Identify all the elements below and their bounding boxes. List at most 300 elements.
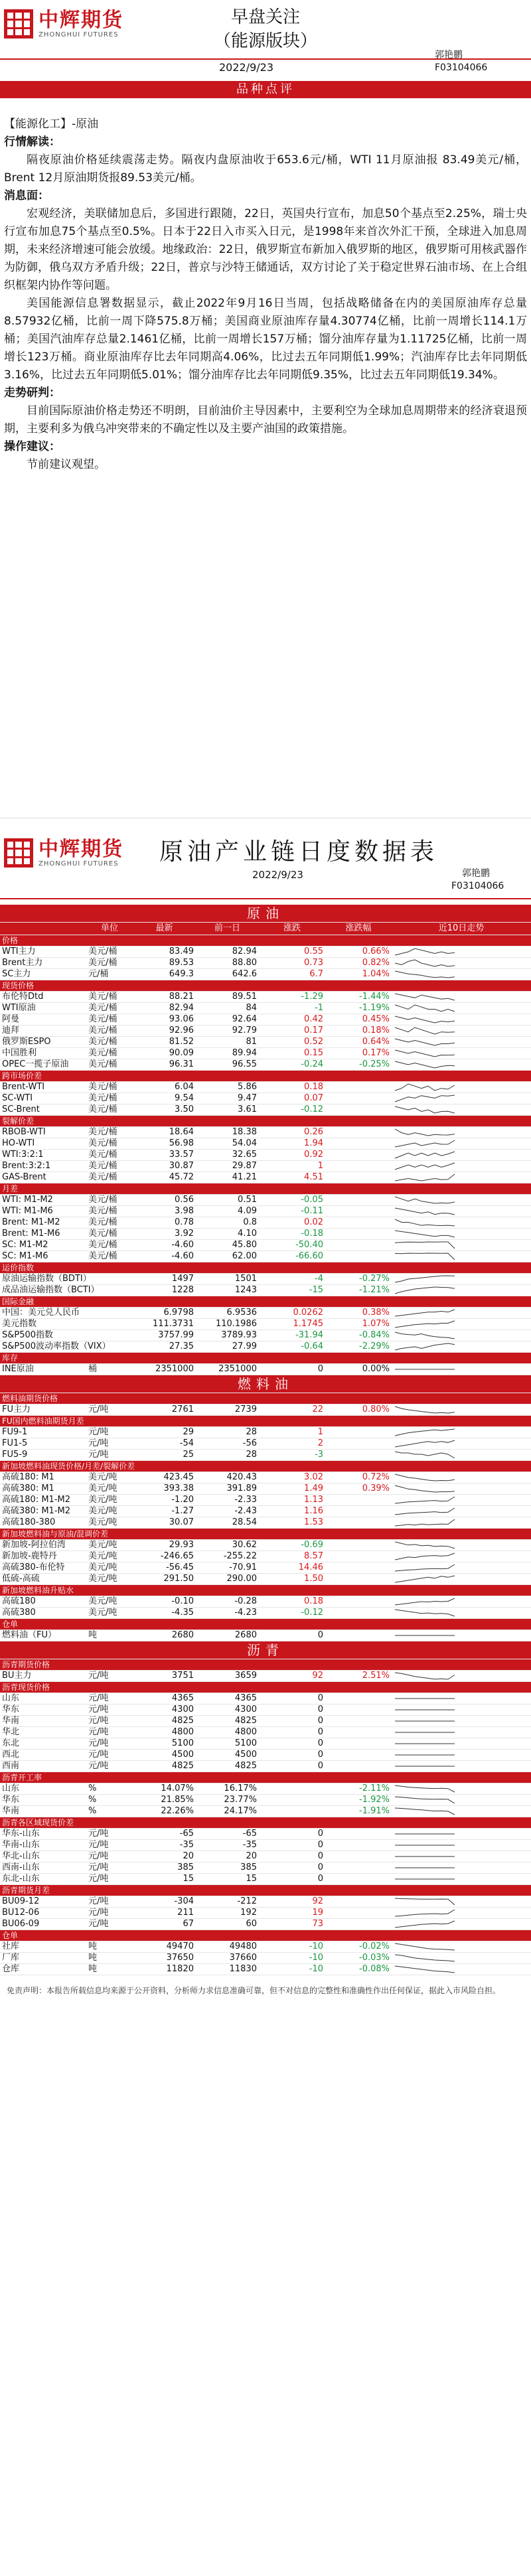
row-name: FU1-5	[0, 1438, 86, 1450]
row-change-pct	[325, 1738, 392, 1750]
row-unit: 美元/桶	[86, 1229, 133, 1240]
row-name: 东北-山东	[0, 1874, 86, 1885]
row-name: 新加坡-阿拉伯湾	[0, 1540, 86, 1551]
trend-line	[395, 994, 455, 1000]
row-name: SC: M1-M2	[0, 1240, 86, 1251]
trend-line	[395, 1163, 455, 1170]
row-change: 1	[259, 1427, 325, 1438]
row-change: -3	[259, 1450, 325, 1461]
row-name: S&P500指数	[0, 1330, 86, 1341]
row-trend	[392, 1450, 531, 1461]
row-unit: 美元/桶	[86, 1048, 133, 1059]
row-name: 华南	[0, 1716, 86, 1727]
trend-sparkline	[394, 1495, 456, 1505]
row-change-pct	[325, 1750, 392, 1761]
row-latest: -1.20	[133, 1495, 196, 1506]
row-change: -0.24	[259, 1059, 325, 1071]
row-change: 0	[259, 1874, 325, 1885]
table-row	[0, 1003, 531, 1014]
row-change: 1.16	[259, 1506, 325, 1517]
row-name: WTI:3:2:1	[0, 1150, 86, 1161]
paragraph-outlook: 目前国际原油价格走势还不明朗，目前油价主导因素中，主要利空为全球加息周期带来的经济衰退预期，主要利多为俄乌冲突带来的不确定性以及主要产油国的政策措施。	[4, 404, 527, 435]
row-name: 华北	[0, 1727, 86, 1738]
row-unit: 吨	[86, 1964, 133, 1975]
row-change-pct	[325, 1562, 392, 1574]
row-prev: 28	[196, 1450, 259, 1461]
row-trend	[392, 1919, 531, 1930]
trend-line	[395, 1039, 455, 1045]
row-trend	[392, 1319, 531, 1330]
row-change: 0	[259, 1851, 325, 1862]
trend-line	[395, 1231, 455, 1237]
trend-sparkline	[394, 1450, 456, 1460]
row-prev: 82.94	[196, 947, 259, 958]
table-row	[0, 1908, 531, 1919]
row-prev: 4500	[196, 1750, 259, 1761]
table-row	[0, 1438, 531, 1450]
row-change: 0.17	[259, 1025, 325, 1037]
row-unit: 美元/桶	[86, 1037, 133, 1048]
row-change: 0.18	[259, 1082, 325, 1093]
table-row	[0, 1750, 531, 1761]
row-unit: 美元/吨	[86, 1596, 133, 1608]
row-trend	[392, 1761, 531, 1772]
row-name: 仓库	[0, 1964, 86, 1975]
row-unit: 元/吨	[86, 1693, 133, 1705]
row-prev: -255.22	[196, 1551, 259, 1562]
row-prev: 4.10	[196, 1229, 259, 1240]
row-unit: 美元/桶	[86, 1003, 133, 1014]
row-prev: 84	[196, 1003, 259, 1014]
row-prev: 92.79	[196, 1025, 259, 1037]
row-latest: 4300	[133, 1705, 196, 1716]
trend-sparkline	[394, 1739, 456, 1748]
row-change-pct	[325, 1761, 392, 1772]
row-trend	[392, 1364, 531, 1375]
row-latest: 5100	[133, 1738, 196, 1750]
trend-sparkline	[394, 1037, 456, 1047]
trend-sparkline	[394, 1218, 456, 1227]
trend-sparkline	[394, 1286, 456, 1295]
group-title: 仓单	[0, 1930, 531, 1941]
row-trend	[392, 1308, 531, 1319]
row-change-pct: -2.29%	[325, 1341, 392, 1353]
row-trend	[392, 958, 531, 969]
row-change: 0.02	[259, 1217, 325, 1229]
row-name: 低硫-高硫	[0, 1574, 86, 1585]
row-name: 高硫380	[0, 1608, 86, 1619]
table-row	[0, 1195, 531, 1206]
table-row	[0, 1761, 531, 1772]
row-latest: -35	[133, 1840, 196, 1851]
table-row	[0, 1630, 531, 1641]
row-unit: 美元/吨	[86, 1506, 133, 1517]
data-table	[0, 905, 531, 1975]
row-name: S&P500波动率指数（VIX）	[0, 1341, 86, 1353]
row-change-pct	[325, 1438, 392, 1450]
table-row	[0, 1596, 531, 1608]
row-name: 华东-山东	[0, 1829, 86, 1840]
row-change-pct	[325, 1506, 392, 1517]
row-unit: 美元/吨	[86, 1517, 133, 1529]
row-prev: -70.91	[196, 1562, 259, 1574]
row-prev: 45.80	[196, 1240, 259, 1251]
trend-sparkline	[394, 1405, 456, 1414]
row-unit: 元/吨	[86, 1427, 133, 1438]
row-prev: 290.00	[196, 1574, 259, 1585]
trend-sparkline	[394, 1049, 456, 1058]
row-change-pct: 0.45%	[325, 1014, 392, 1025]
trend-sparkline	[394, 1694, 456, 1703]
table-row	[0, 1517, 531, 1529]
row-name: Brent:3:2:1	[0, 1161, 86, 1172]
row-trend	[392, 947, 531, 958]
trend-sparkline	[394, 1574, 456, 1584]
row-name: 新加坡-鹿特丹	[0, 1551, 86, 1562]
table-row	[0, 1217, 531, 1229]
trend-sparkline	[394, 1507, 456, 1516]
table-row	[0, 1671, 531, 1682]
row-change-pct	[325, 1596, 392, 1608]
row-latest: -304	[133, 1896, 196, 1908]
report-title: 早盘关注	[230, 7, 300, 27]
row-unit: 元/吨	[86, 1727, 133, 1738]
row-change-pct: -0.02%	[325, 1941, 392, 1953]
row-prev: 9.47	[196, 1093, 259, 1104]
trend-sparkline	[394, 1207, 456, 1216]
trend-sparkline	[394, 1829, 456, 1839]
table-row	[0, 1806, 531, 1817]
row-name: 俄罗斯ESPO	[0, 1037, 86, 1048]
row-latest: 90.09	[133, 1048, 196, 1059]
row-unit: 美元/吨	[86, 1608, 133, 1619]
logo-en: ZHONGHUI FUTURES	[38, 860, 119, 868]
trend-line	[395, 1921, 455, 1928]
table-row	[0, 1919, 531, 1930]
row-trend	[392, 1941, 531, 1953]
trend-line	[395, 1106, 455, 1113]
trend-line	[395, 1152, 455, 1158]
row-change-pct	[325, 1127, 392, 1138]
row-trend	[392, 1953, 531, 1964]
trend-line	[395, 1321, 455, 1327]
row-trend	[392, 1964, 531, 1975]
row-prev: 29.87	[196, 1161, 259, 1172]
row-unit: 美元/吨	[86, 1540, 133, 1551]
row-change-pct	[325, 1862, 392, 1874]
row-prev: 81	[196, 1037, 259, 1048]
row-trend	[392, 1217, 531, 1229]
row-change: -0.69	[259, 1540, 325, 1551]
row-name: WTI: M1-M2	[0, 1195, 86, 1206]
trend-line	[395, 971, 455, 978]
row-change: 1.53	[259, 1517, 325, 1529]
trend-sparkline	[394, 1105, 456, 1114]
trend-sparkline	[394, 1908, 456, 1918]
row-unit: 美元/桶	[86, 1240, 133, 1251]
row-unit: 美元/桶	[86, 1161, 133, 1172]
table-row	[0, 1427, 531, 1438]
row-change-pct	[325, 1908, 392, 1919]
row-change: 0.26	[259, 1127, 325, 1138]
row-change-pct	[325, 1705, 392, 1716]
row-change: -0.11	[259, 1206, 325, 1217]
row-trend	[392, 1562, 531, 1574]
row-prev: 385	[196, 1862, 259, 1874]
table-header-divider	[0, 898, 531, 899]
trend-line	[395, 1955, 455, 1961]
row-trend	[392, 1693, 531, 1705]
row-change-pct	[325, 1630, 392, 1641]
row-change-pct	[325, 1551, 392, 1562]
row-name: 高硫380-布伦特	[0, 1562, 86, 1574]
trend-line	[395, 1429, 455, 1436]
group-title: 新加坡燃料油升贴水	[0, 1585, 531, 1596]
row-unit: 元/吨	[86, 1761, 133, 1772]
row-change: -1.29	[259, 992, 325, 1003]
trend-sparkline	[394, 1841, 456, 1850]
trend-sparkline	[394, 1552, 456, 1561]
trend-line	[395, 1610, 455, 1616]
row-change-pct	[325, 1172, 392, 1183]
row-change: -1	[259, 1003, 325, 1014]
trend-sparkline	[394, 1241, 456, 1250]
trend-sparkline	[394, 1942, 456, 1951]
row-trend	[392, 1025, 531, 1037]
row-change: 0.42	[259, 1014, 325, 1025]
table-row	[0, 947, 531, 958]
row-unit: 美元/桶	[86, 1150, 133, 1161]
row-prev: 192	[196, 1908, 259, 1919]
trend-line	[395, 1474, 455, 1481]
row-latest: 18.64	[133, 1127, 196, 1138]
row-change: 0	[259, 1862, 325, 1874]
col-header-prev: 前一日	[196, 923, 259, 935]
row-prev: 3659	[196, 1671, 259, 1682]
row-unit: 吨	[86, 1941, 133, 1953]
row-unit: 元/吨	[86, 1908, 133, 1919]
trend-line	[395, 1519, 455, 1526]
row-prev: -0.28	[196, 1596, 259, 1608]
row-change-pct: -1.92%	[325, 1795, 392, 1806]
logo-icon	[4, 838, 33, 868]
row-change: 0.15	[259, 1048, 325, 1059]
row-unit	[86, 1308, 133, 1319]
trend-sparkline	[394, 1807, 456, 1816]
row-prev: 420.43	[196, 1472, 259, 1483]
row-latest: -1.27	[133, 1506, 196, 1517]
table-row	[0, 1705, 531, 1716]
row-change-pct: -1.91%	[325, 1806, 392, 1817]
trend-sparkline	[394, 1320, 456, 1329]
table-row	[0, 1150, 531, 1161]
row-latest: -4.60	[133, 1240, 196, 1251]
row-change: 92	[259, 1896, 325, 1908]
table-row	[0, 1693, 531, 1705]
row-unit: 美元/吨	[86, 1562, 133, 1574]
row-name: 高硫180: M1-M2	[0, 1495, 86, 1506]
table-row	[0, 1506, 531, 1517]
table-row	[0, 1727, 531, 1738]
row-name: Brent: M1-M6	[0, 1229, 86, 1240]
row-unit: 美元/桶	[86, 1025, 133, 1037]
row-unit: 元/吨	[86, 1450, 133, 1461]
row-unit	[86, 1319, 133, 1330]
row-unit: 元/吨	[86, 1851, 133, 1862]
row-name: HO-WTI	[0, 1138, 86, 1150]
row-latest: 0.78	[133, 1217, 196, 1229]
table-row	[0, 1862, 531, 1874]
trend-line	[395, 1576, 455, 1582]
trend-line	[395, 1219, 455, 1226]
trend-line	[395, 948, 455, 955]
logo-cn: 中辉期货	[38, 837, 123, 861]
row-prev: -2.33	[196, 1495, 259, 1506]
table-row	[0, 1240, 531, 1251]
trend-line	[395, 1553, 455, 1560]
row-prev: 2680	[196, 1630, 259, 1641]
row-latest: 1497	[133, 1274, 196, 1285]
row-prev: 27.99	[196, 1341, 259, 1353]
table-row	[0, 1025, 531, 1037]
row-unit: 美元/桶	[86, 958, 133, 969]
table-row	[0, 1082, 531, 1093]
row-unit: 桶	[86, 1364, 133, 1375]
row-change-pct	[325, 1217, 392, 1229]
row-name: SC: M1-M6	[0, 1251, 86, 1262]
row-latest: -54	[133, 1438, 196, 1450]
trend-sparkline	[394, 1671, 456, 1681]
table-header	[0, 818, 531, 905]
row-trend	[392, 1195, 531, 1206]
row-prev: 37660	[196, 1953, 259, 1964]
trend-line	[395, 1497, 455, 1503]
row-prev: -56	[196, 1438, 259, 1450]
row-name: 西南	[0, 1761, 86, 1772]
row-change-pct	[325, 1450, 392, 1461]
row-prev: -2.43	[196, 1506, 259, 1517]
table-row	[0, 1093, 531, 1104]
row-prev: -65	[196, 1829, 259, 1840]
row-trend	[392, 1093, 531, 1104]
row-prev: 41.21	[196, 1172, 259, 1183]
row-unit: 元/吨	[86, 1896, 133, 1908]
row-change-pct	[325, 1161, 392, 1172]
group-title: 沥青现货价格	[0, 1682, 531, 1693]
row-change: 0.18	[259, 1596, 325, 1608]
section-band: 原油	[0, 905, 531, 923]
row-latest: 96.31	[133, 1059, 196, 1071]
row-change: -10	[259, 1953, 325, 1964]
trend-line	[395, 1542, 455, 1549]
row-unit: 元/吨	[86, 1716, 133, 1727]
row-latest: 4825	[133, 1761, 196, 1772]
row-change: 19	[259, 1908, 325, 1919]
row-change: 0.52	[259, 1037, 325, 1048]
row-unit	[86, 1330, 133, 1341]
row-unit: 美元/吨	[86, 1551, 133, 1562]
commentary	[0, 101, 531, 818]
trend-line	[395, 1598, 455, 1605]
table-row	[0, 1738, 531, 1750]
row-name: 西南-山东	[0, 1862, 86, 1874]
row-trend	[392, 1596, 531, 1608]
row-change: 0	[259, 1693, 325, 1705]
row-latest: 22.26%	[133, 1806, 196, 1817]
row-change	[259, 1806, 325, 1817]
row-change-pct: -0.25%	[325, 1059, 392, 1071]
table-row	[0, 958, 531, 969]
trend-sparkline	[394, 1473, 456, 1482]
table-row	[0, 1829, 531, 1840]
row-latest: 4825	[133, 1716, 196, 1727]
row-prev: 5.86	[196, 1082, 259, 1093]
row-unit: 美元/桶	[86, 1217, 133, 1229]
trend-sparkline	[394, 1252, 456, 1261]
row-trend	[392, 1472, 531, 1483]
table-row	[0, 1308, 531, 1319]
trend-line	[395, 1910, 455, 1916]
table-row	[0, 1608, 531, 1619]
row-trend	[392, 1330, 531, 1341]
row-trend	[392, 1783, 531, 1795]
row-change: 0.73	[259, 958, 325, 969]
group-title: 跨市场价差	[0, 1071, 531, 1082]
table-row	[0, 992, 531, 1003]
row-prev: 89.51	[196, 992, 259, 1003]
row-unit: 美元/桶	[86, 1104, 133, 1116]
table-row	[0, 1562, 531, 1574]
trend-sparkline	[394, 1863, 456, 1872]
row-name: 美元指数	[0, 1319, 86, 1330]
row-change: -0.64	[259, 1341, 325, 1353]
trend-line	[395, 1061, 455, 1068]
report-code: F03104066	[435, 62, 488, 73]
row-latest: 30.87	[133, 1161, 196, 1172]
trend-line	[395, 1898, 455, 1905]
table-row	[0, 1274, 531, 1285]
row-trend	[392, 1206, 531, 1217]
table-row	[0, 1551, 531, 1562]
row-latest: 14.07%	[133, 1783, 196, 1795]
trend-line	[395, 1943, 455, 1950]
trend-line	[395, 1276, 455, 1282]
table-row	[0, 969, 531, 980]
row-trend	[392, 1438, 531, 1450]
row-unit: 元/吨	[86, 1750, 133, 1761]
row-change-pct: -0.08%	[325, 1964, 392, 1975]
section-label: 品种点评	[0, 81, 531, 98]
col-header-unit: 单位	[86, 923, 133, 935]
paragraph-market: 隔夜原油价格延续震荡走势。隔夜内盘原油收于653.6元/桶，WTI 11月原油报 83.49美元/桶，Brent 12月原油期货报89.53美元/桶。	[4, 153, 527, 185]
trend-line	[395, 1140, 455, 1147]
row-latest: 2351000	[133, 1364, 196, 1375]
row-prev: 4300	[196, 1705, 259, 1716]
row-unit: 美元/桶	[86, 1059, 133, 1071]
trend-sparkline	[394, 970, 456, 979]
trend-sparkline	[394, 1083, 456, 1092]
row-change: -10	[259, 1964, 325, 1975]
row-change: -0.12	[259, 1608, 325, 1619]
table-row	[0, 1059, 531, 1071]
row-trend	[392, 1341, 531, 1353]
row-prev: 24.17%	[196, 1806, 259, 1817]
trend-sparkline	[394, 1428, 456, 1437]
table-row	[0, 1104, 531, 1116]
row-name: SC-WTI	[0, 1093, 86, 1104]
section-band: 沥青	[0, 1641, 531, 1659]
row-change: 3.02	[259, 1472, 325, 1483]
